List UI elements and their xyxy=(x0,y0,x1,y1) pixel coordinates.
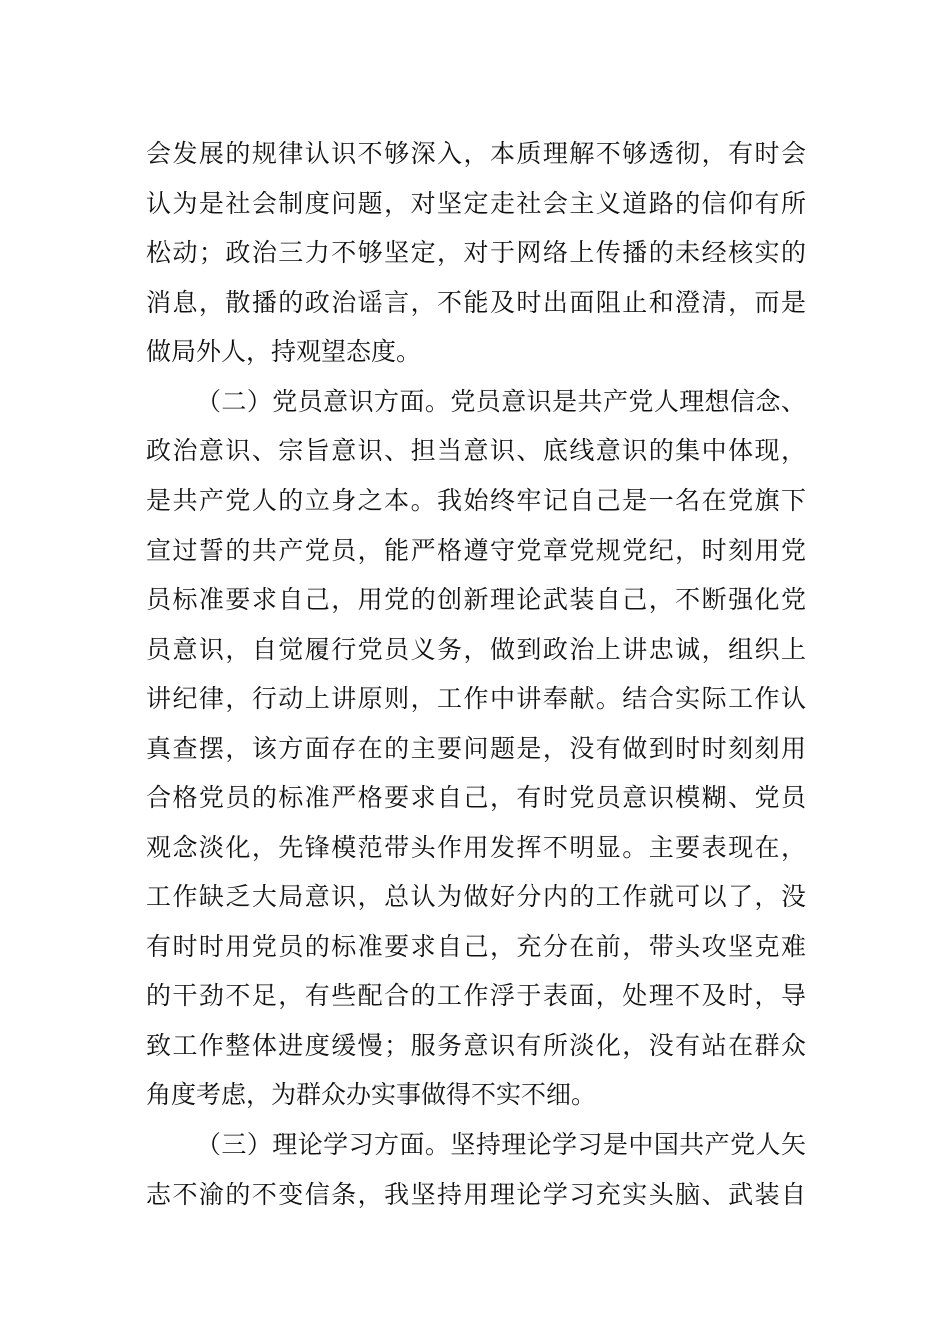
text-line: 合格党员的标准严格要求自己，有时党员意识模糊、党员 xyxy=(146,783,806,812)
text-line: 观念淡化，先锋模范带头作用发挥不明显。主要表现在， xyxy=(146,833,806,862)
text-line: 有时时用党员的标准要求自己，充分在前，带头攻坚克难 xyxy=(146,932,806,961)
text-line: 员意识，自觉履行党员义务，做到政治上讲忠诚，组织上 xyxy=(146,635,806,664)
text-line: 工作缺乏大局意识，总认为做好分内的工作就可以了，没 xyxy=(146,882,806,911)
text-line: 讲纪律，行动上讲原则，工作中讲奉献。结合实际工作认 xyxy=(146,684,806,713)
text-line: 松动；政治三力不够坚定，对于网络上传播的未经核实的 xyxy=(146,238,806,267)
text-line: 的干劲不足，有些配合的工作浮于表面，处理不及时，导 xyxy=(146,981,806,1010)
section-heading-line: （二）党员意识方面。党员意识是共产党人理想信念、 xyxy=(196,387,806,416)
text-line: 消息，散播的政治谣言，不能及时出面阻止和澄清，而是 xyxy=(146,288,806,317)
text-line: 会发展的规律认识不够深入，本质理解不够透彻，有时会 xyxy=(146,139,806,168)
text-line: 角度考虑，为群众办实事做得不实不细。 xyxy=(146,1080,597,1109)
text-line: 致工作整体进度缓慢；服务意识有所淡化，没有站在群众 xyxy=(146,1031,806,1060)
text-line: 做局外人，持观望态度。 xyxy=(146,337,422,366)
text-line: 真查摆，该方面存在的主要问题是，没有做到时时刻刻用 xyxy=(146,734,806,763)
section-heading-line: （三）理论学习方面。坚持理论学习是中国共产党人矢 xyxy=(196,1130,806,1159)
text-line: 宣过誓的共产党员，能严格遵守党章党规党纪，时刻用党 xyxy=(146,536,806,565)
text-line: 志不渝的不变信条，我坚持用理论学习充实头脑、武装自 xyxy=(146,1180,806,1209)
text-line: 认为是社会制度问题，对坚定走社会主义道路的信仰有所 xyxy=(146,189,806,218)
text-line: 员标准要求自己，用党的创新理论武装自己，不断强化党 xyxy=(146,585,806,614)
text-line: 政治意识、宗旨意识、担当意识、底线意识的集中体现， xyxy=(146,436,806,465)
text-line: 是共产党人的立身之本。我始终牢记自己是一名在党旗下 xyxy=(146,486,806,515)
